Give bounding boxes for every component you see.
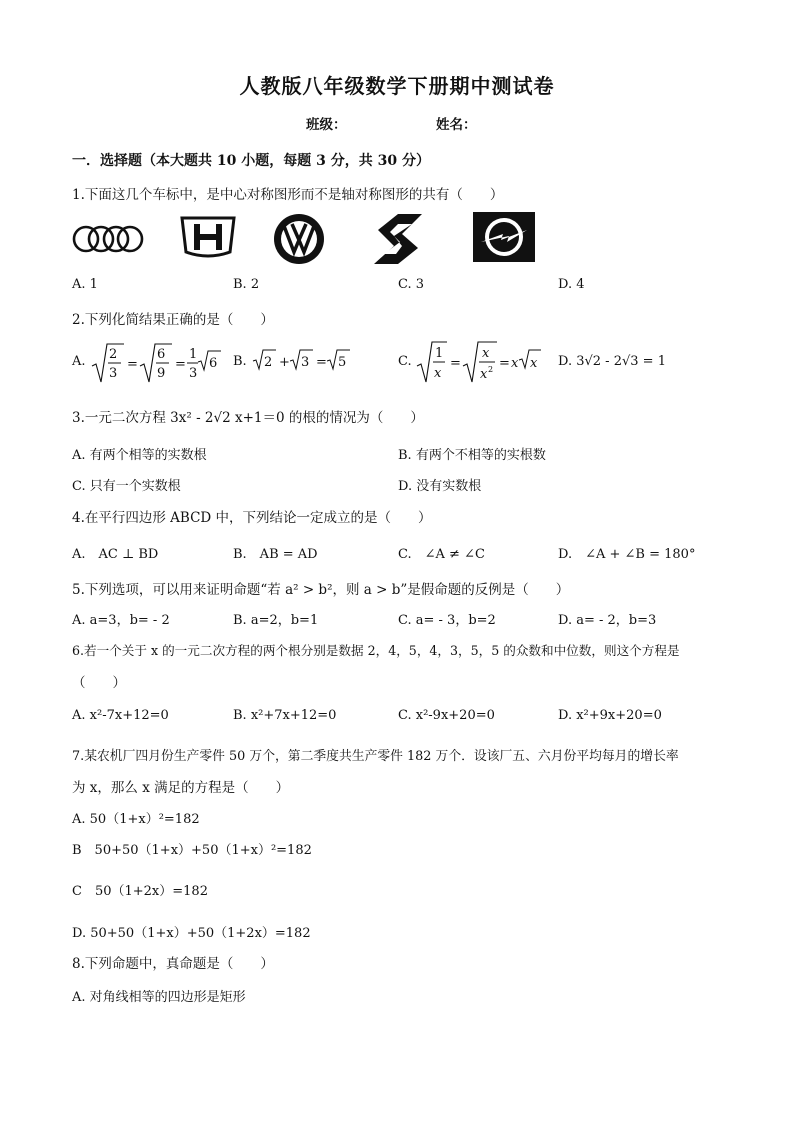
svg-text:9: 9: [157, 366, 166, 381]
svg-text:=: =: [175, 357, 186, 372]
svg-text:2: 2: [264, 355, 273, 370]
question-1-option-b: B. 2: [233, 277, 260, 292]
question-3-option-b: B. 有两个不相等的实根数: [398, 448, 546, 463]
svg-text:=: =: [450, 356, 461, 371]
question-2-option-b-formula: [252, 347, 352, 373]
svg-text:x: x: [511, 356, 519, 371]
question-4-stem: 4.在平行四边形 ABCD 中，下列结论一定成立的是（ ）: [72, 510, 432, 526]
question-6-option-d: D. x²+9x+20=0: [558, 708, 662, 723]
svg-text:3: 3: [189, 366, 198, 381]
lightning-emblem-logo: [473, 212, 535, 262]
class-label: 班级：: [306, 117, 347, 133]
svg-text:6: 6: [209, 356, 218, 371]
svg-text:2: 2: [488, 365, 494, 374]
question-5-option-b: B. a=2，b=1: [233, 613, 319, 628]
vw-emblem-logo: [272, 212, 326, 266]
question-3-option-a: A. 有两个相等的实数根: [72, 448, 207, 463]
svg-text:+: +: [279, 355, 290, 370]
question-2-option-a-label: A.: [72, 354, 86, 369]
question-3-option-d: D. 没有实数根: [398, 479, 482, 494]
question-8-stem: 8.下列命题中，真命题是（ ）: [72, 956, 274, 972]
question-7-option-b: B 50+50（1+x）+50（1+x）²=182: [72, 843, 312, 858]
question-1-option-d: D. 4: [558, 277, 585, 292]
question-5-option-d: D. a= - 2，b=3: [558, 613, 657, 628]
question-8-option-a: A. 对角线相等的四边形是矩形: [72, 990, 246, 1005]
question-2-option-d: D. 3√2 - 2√3 = 1: [558, 354, 666, 369]
svg-text:1: 1: [435, 346, 444, 361]
question-1-stem: 1.下面这几个车标中，是中心对称图形而不是轴对称图形的共有（ ）: [72, 187, 504, 203]
question-5-option-a: A. a=3，b= - 2: [72, 613, 170, 628]
question-2-option-c-label: C.: [398, 354, 412, 369]
svg-text:x: x: [480, 367, 488, 382]
svg-text:3: 3: [109, 366, 118, 381]
question-6-stem-line-1: 6.若一个关于 x 的一元二次方程的两个根分别是数据 2，4，5，4，3，5，5 的众数和中位数，则这个方程是: [72, 643, 680, 658]
section-heading: 一．选择题（本大题共 10 小题，每题 3 分，共 30 分）: [72, 153, 430, 169]
question-5-option-c: C. a= - 3，b=2: [398, 613, 496, 628]
svg-text:=: =: [316, 355, 327, 370]
svg-text:3: 3: [301, 355, 310, 370]
svg-text:1: 1: [189, 347, 198, 362]
name-label: 姓名：: [436, 117, 477, 133]
svg-text:=: =: [127, 357, 138, 372]
question-5-stem: 5.下列选项，可以用来证明命题“若 a² > b²，则 a > b”是假命题的反例是（ ）: [72, 582, 570, 598]
question-2-option-b-label: B.: [233, 354, 247, 369]
question-2-option-c-formula: [415, 336, 545, 388]
question-3-stem: 3.一元二次方程 3x² - 2√2 x+1＝0 的根的情况为（ ）: [72, 410, 424, 426]
question-6-option-c: C. x²-9x+20=0: [398, 708, 495, 723]
question-7-option-d: D. 50+50（1+x）+50（1+2x）=182: [72, 926, 311, 941]
h-emblem-logo: [178, 214, 238, 260]
question-7-stem-line-1: 7.某农机厂四月份生产零件 50 万个，第二季度共生产零件 182 万个．设该厂五、六月份平均每月的增长率: [72, 749, 679, 764]
question-2-option-a-formula: [90, 338, 210, 388]
question-7-option-c: C 50（1+2x）=182: [72, 884, 208, 899]
question-3-option-c: C. 只有一个实数根: [72, 479, 181, 494]
svg-text:5: 5: [338, 355, 347, 370]
svg-text:x: x: [434, 366, 442, 381]
question-6-option-b: B. x²+7x+12=0: [233, 708, 337, 723]
page-title: 人教版八年级数学下册期中测试卷: [239, 74, 555, 98]
four-rings-logo: [72, 222, 144, 256]
svg-text:x: x: [482, 346, 490, 361]
question-6-option-a: A. x²-7x+12=0: [72, 708, 169, 723]
question-1-option-c: C. 3: [398, 277, 425, 292]
question-4-option-b: B. AB = AD: [233, 547, 318, 562]
svg-text:6: 6: [157, 347, 166, 362]
svg-text:=: =: [499, 356, 510, 371]
question-2-option-a-sqrt6: [197, 348, 225, 374]
s-emblem-logo: [372, 212, 424, 266]
question-1-option-a: A. 1: [72, 277, 98, 292]
svg-text:2: 2: [109, 347, 118, 362]
question-7-stem-line-2: 为 x，那么 x 满足的方程是（ ）: [72, 780, 290, 796]
question-6-stem-line-2: （ ）: [72, 675, 126, 691]
question-4-option-a: A. AC ⊥ BD: [72, 547, 159, 562]
question-4-option-d: D. ∠A + ∠B = 180°: [558, 547, 696, 562]
question-2-stem: 2.下列化简结果正确的是（ ）: [72, 312, 274, 328]
question-4-option-c: C. ∠A ≠ ∠C: [398, 547, 485, 562]
svg-text:x: x: [530, 356, 538, 371]
question-7-option-a: A. 50（1+x）²=182: [72, 812, 200, 827]
